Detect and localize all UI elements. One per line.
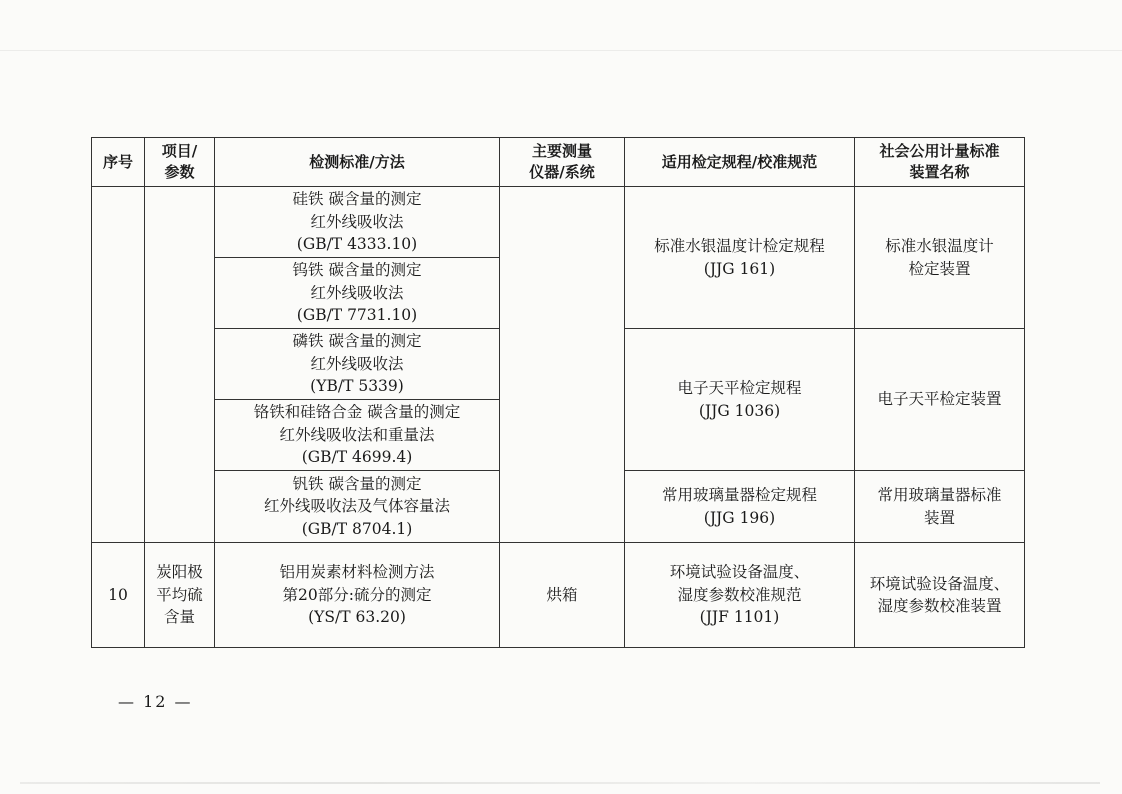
seq-cell-empty bbox=[92, 187, 145, 543]
method-cell: 铝用炭素材料检测方法 第20部分:硫分的测定 (YS/T 63.20) bbox=[215, 543, 500, 648]
item-cell-empty bbox=[145, 187, 215, 543]
scan-edge-smudge bbox=[20, 782, 1100, 784]
method-cell: 磷铁 碳含量的测定 红外线吸收法 (YB/T 5339) bbox=[215, 329, 500, 400]
device-cell: 电子天平检定装置 bbox=[855, 329, 1025, 471]
method-cell: 钨铁 碳含量的测定 红外线吸收法 (GB/T 7731.10) bbox=[215, 258, 500, 329]
table-row bbox=[92, 543, 1025, 648]
regulation-cell: 常用玻璃量器检定规程 (JJG 196) bbox=[625, 471, 855, 543]
instrument-cell: 烘箱 bbox=[500, 543, 625, 648]
page-number: — 12 — bbox=[118, 692, 193, 711]
instrument-cell-empty bbox=[500, 187, 625, 543]
header-row bbox=[92, 138, 1025, 187]
regulation-cell: 标准水银温度计检定规程 (JJG 161) bbox=[625, 187, 855, 329]
regulation-cell: 电子天平检定规程 (JJG 1036) bbox=[625, 329, 855, 471]
header-method: 检测标准/方法 bbox=[215, 138, 500, 187]
regulation-cell: 环境试验设备温度、 湿度参数校准规范 (JJF 1101) bbox=[625, 543, 855, 648]
header-item: 项目/ 参数 bbox=[145, 138, 215, 187]
scan-edge-line bbox=[0, 50, 1122, 51]
header-seq: 序号 bbox=[92, 138, 145, 187]
table-row bbox=[92, 187, 1025, 258]
device-cell: 常用玻璃量器标准 装置 bbox=[855, 471, 1025, 543]
header-device: 社会公用计量标准 装置名称 bbox=[855, 138, 1025, 187]
method-cell: 硅铁 碳含量的测定 红外线吸收法 (GB/T 4333.10) bbox=[215, 187, 500, 258]
item-cell: 炭阳极 平均硫 含量 bbox=[145, 543, 215, 648]
header-instrument: 主要测量 仪器/系统 bbox=[500, 138, 625, 187]
device-cell: 标准水银温度计 检定装置 bbox=[855, 187, 1025, 329]
seq-cell: 10 bbox=[92, 543, 145, 648]
method-cell: 钒铁 碳含量的测定 红外线吸收法及气体容量法 (GB/T 8704.1) bbox=[215, 471, 500, 543]
device-cell: 环境试验设备温度、 湿度参数校准装置 bbox=[855, 543, 1025, 648]
standards-table bbox=[91, 137, 1025, 648]
header-regulation: 适用检定规程/校准规范 bbox=[625, 138, 855, 187]
method-cell: 铬铁和硅铬合金 碳含量的测定 红外线吸收法和重量法 (GB/T 4699.4) bbox=[215, 400, 500, 471]
